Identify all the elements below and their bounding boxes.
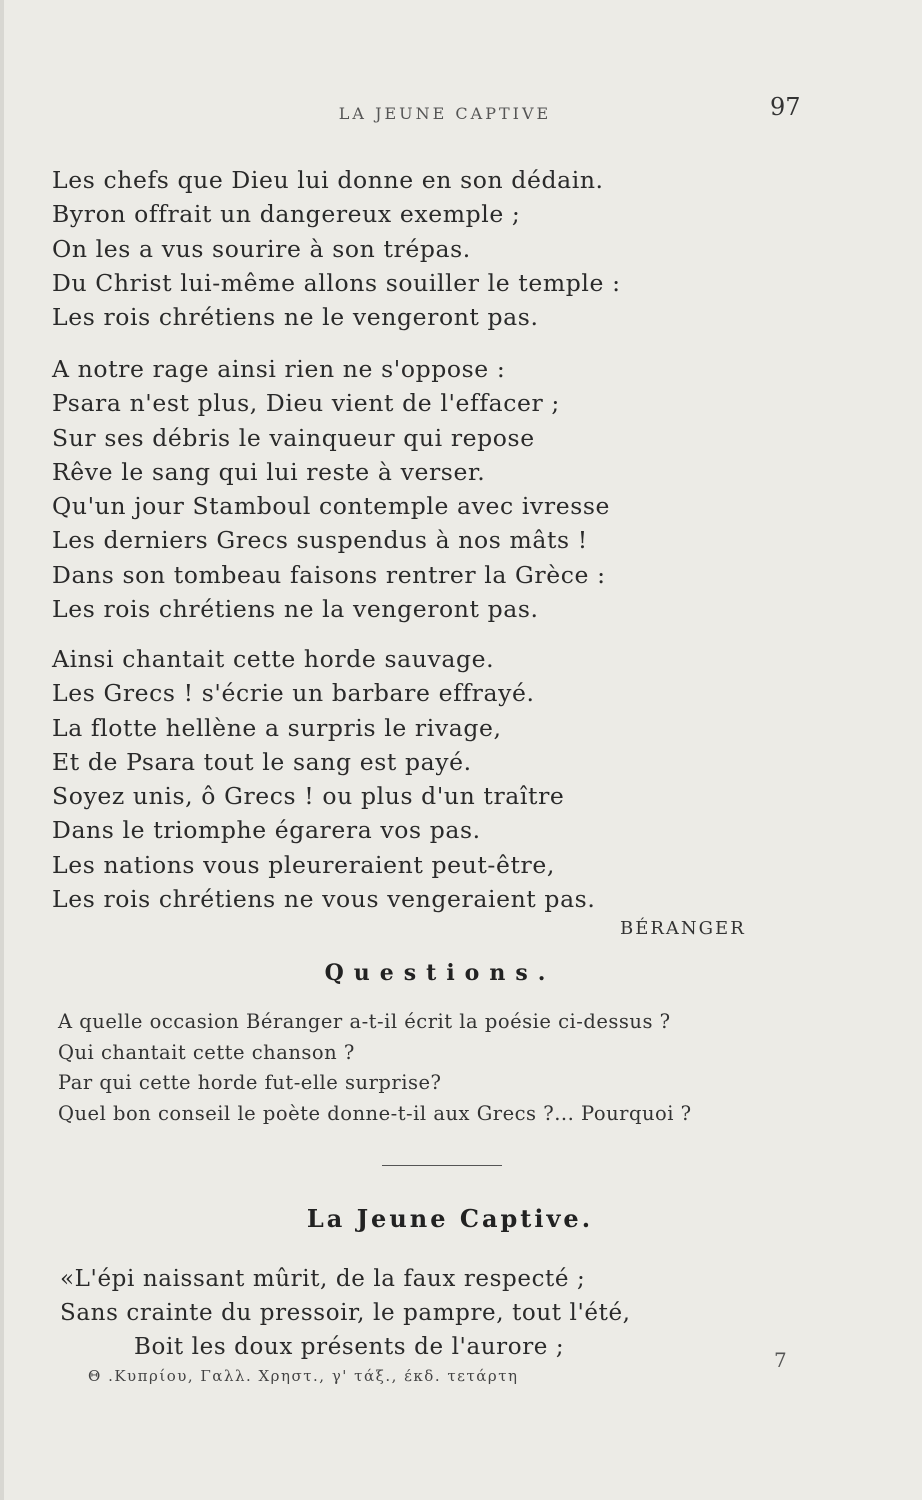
verse-line: Les chefs que Dieu lui donne en son dédain.	[52, 166, 604, 194]
verse-line: Rêve le sang qui lui reste à verser.	[52, 457, 486, 486]
verse-line: Les rois chrétiens ne la vengeront pas.	[52, 595, 539, 624]
questions-list	[58, 1007, 692, 1129]
verse-line: Du Christ lui-même allons souiller le temple :	[52, 268, 621, 297]
section-heading: La Jeune Captive.	[306, 1204, 594, 1233]
verse-line: La flotte hellène a surpris le rivage,	[52, 713, 502, 742]
verse-line: A notre rage ainsi rien ne s'oppose :	[52, 355, 506, 383]
verse-line: Et de Psara tout le sang est payé.	[52, 747, 472, 776]
stanza-1	[52, 163, 621, 334]
questions-heading: Questions.	[324, 960, 556, 986]
verse-line: Dans le triomphe égarera vos pas.	[52, 816, 481, 845]
stanza-2	[52, 352, 610, 626]
question-item: A quelle occasion Béranger a-t-il écrit la poésie ci-dessus ?	[58, 1010, 671, 1033]
page-number: 97	[770, 93, 801, 121]
running-title: LA JEUNE CAPTIVE	[338, 104, 552, 123]
question-item: Quel bon conseil le poète donne-t-il aux Grecs ?... Pourquoi ?	[58, 1101, 692, 1125]
signature-mark: 7	[774, 1348, 787, 1372]
verse-line: Les derniers Grecs suspendus à nos mâts !	[52, 526, 588, 555]
poem-author: BÉRANGER	[620, 918, 746, 939]
verse-line: Soyez unis, ô Grecs ! ou plus d'un traître	[52, 782, 565, 811]
verse-line: Ainsi chantait cette horde sauvage.	[52, 645, 495, 673]
poem-2	[60, 1262, 631, 1364]
verse-line: «L'épi naissant mûrit, de la faux respecté ;	[60, 1266, 586, 1292]
verse-line: Dans son tombeau faisons rentrer la Grèce :	[52, 560, 606, 589]
verse-line: Qu'un jour Stamboul contemple avec ivresse	[52, 492, 611, 521]
verse-line: Psara n'est plus, Dieu vient de l'effacer ;	[52, 389, 560, 418]
page-edge	[0, 0, 4, 1500]
verse-line: Les rois chrétiens ne le vengeront pas.	[52, 303, 539, 332]
verse-line: On les a vus sourire à son trépas.	[52, 234, 471, 263]
question-item: Par qui cette horde fut-elle surprise?	[58, 1071, 442, 1094]
stanza-3	[52, 642, 595, 916]
verse-line: Boit les doux présents de l'aurore ;	[134, 1334, 565, 1360]
verse-line: Byron offrait un dangereux exemple ;	[52, 200, 521, 229]
verse-line: Les rois chrétiens ne vous vengeraient pas.	[52, 885, 596, 914]
verse-line: Sur ses débris le vainqueur qui repose	[52, 423, 535, 452]
section-divider	[382, 1165, 502, 1166]
verse-line: Les Grecs ! s'écrie un barbare effrayé.	[52, 679, 535, 708]
printer-signature: Θ .Κυπρίου, Γαλλ. Χρηστ., γ' τάξ., έκδ. τετάρτη	[88, 1367, 519, 1385]
question-item: Qui chantait cette chanson ?	[58, 1040, 355, 1064]
verse-line: Les nations vous pleureraient peut-être,	[52, 850, 555, 879]
verse-line: Sans crainte du pressoir, le pampre, tout l'été,	[60, 1300, 631, 1326]
